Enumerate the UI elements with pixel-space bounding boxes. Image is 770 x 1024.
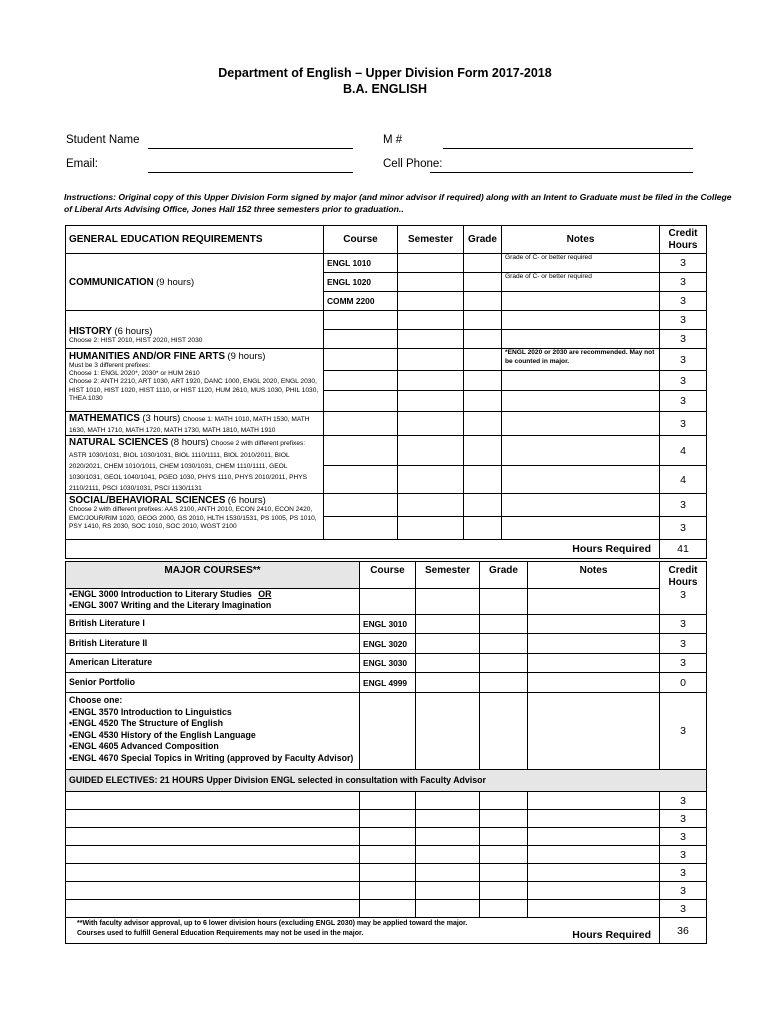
history-cell <box>66 311 324 349</box>
humanities-detail-3: Choose 2: ANTH 2210, ART 1030, ART 1920, DANC 1000, ENGL 2020, ENGL 2030, HIST 1010, HIST 1020, HIST 1110, or HIST 1120, HUM 2610, MUS 1030, PHIL 1030, THEA 1030 <box>69 378 319 402</box>
grade-cell[interactable] <box>480 864 528 882</box>
notes-cell[interactable] <box>502 465 660 493</box>
credit-cell: 3 <box>660 846 707 864</box>
mathematics-detail: Choose 1: MATH 1010, MATH 1530, MATH 1630, MATH 1710, MATH 1720, MATH 1730, MATH 1810, MATH 1910 <box>69 416 310 435</box>
choose-one-item: •ENGL 4605 Advanced Composition <box>69 741 219 752</box>
footnote-row <box>66 918 707 944</box>
credit-cell: 4 <box>660 465 707 493</box>
history-hours: (6 hours) <box>114 325 153 337</box>
course-cell[interactable]: ENGL 3020 <box>360 634 416 654</box>
credit-cell: 3 <box>660 371 707 391</box>
humanities-cell <box>66 349 324 412</box>
grade-cell[interactable] <box>480 615 528 634</box>
choose-one-item: •ENGL 3570 Introduction to Linguistics <box>69 706 232 717</box>
table-row <box>66 900 707 918</box>
mathematics-label: MATHEMATICS <box>69 413 140 424</box>
notes-cell[interactable] <box>528 589 660 615</box>
gen-ed-title: GENERAL EDUCATION REQUIREMENTS <box>66 226 324 254</box>
course-cell[interactable] <box>324 391 398 412</box>
semester-cell[interactable] <box>398 517 464 540</box>
credit-cell: 3 <box>660 810 707 828</box>
semester-cell[interactable] <box>398 371 464 391</box>
elective-cell[interactable] <box>66 810 360 828</box>
course-cell[interactable]: ENGL 3010 <box>360 615 416 634</box>
grade-cell[interactable] <box>480 810 528 828</box>
credit-cell: 3 <box>660 254 707 273</box>
table-row <box>66 792 707 810</box>
credit-cell: 3 <box>660 349 707 371</box>
credit-cell: 3 <box>660 615 707 634</box>
semester-cell[interactable] <box>416 864 480 882</box>
email-label: Email: <box>66 158 98 170</box>
semester-cell[interactable] <box>416 846 480 864</box>
table-row <box>66 864 707 882</box>
humanities-detail-2: Choose 1: ENGL 2020*, 2030* or HUM 2610 <box>69 370 200 378</box>
credit-cell: 3 <box>660 792 707 810</box>
notes-header: Notes <box>502 226 660 254</box>
grade-cell[interactable] <box>480 673 528 693</box>
grade-cell[interactable] <box>464 517 502 540</box>
elective-cell[interactable] <box>66 864 360 882</box>
notes-cell[interactable] <box>528 615 660 634</box>
table-row <box>66 882 707 900</box>
grade-header: Grade <box>464 226 502 254</box>
major-header-row <box>66 562 707 589</box>
course-cell[interactable] <box>324 517 398 540</box>
table-row <box>66 634 707 654</box>
table-row <box>66 846 707 864</box>
course-cell[interactable] <box>360 589 416 615</box>
course-cell[interactable]: ENGL 3030 <box>360 654 416 673</box>
table-row <box>66 654 707 673</box>
natural-sciences-label: NATURAL SCIENCES <box>69 437 169 449</box>
table-row <box>66 615 707 634</box>
major-table <box>65 561 707 944</box>
notes-cell[interactable] <box>502 494 660 517</box>
history-label: HISTORY <box>69 325 113 337</box>
grade-cell[interactable] <box>464 292 502 311</box>
student-name-label: Student Name <box>66 134 140 146</box>
grade-cell[interactable] <box>480 792 528 810</box>
gen-ed-header-row <box>66 226 707 254</box>
grade-cell[interactable] <box>464 371 502 391</box>
intro-course-cell <box>66 589 360 615</box>
elective-cell[interactable] <box>66 900 360 918</box>
communication-hours: (9 hours) <box>156 276 195 288</box>
mathematics-hours: (3 hours) <box>142 413 181 424</box>
natural-sciences-hours: (8 hours) <box>170 437 209 449</box>
semester-header: Semester <box>398 226 464 254</box>
notes-cell[interactable] <box>528 864 660 882</box>
guided-electives-label: GUIDED ELECTIVES: 21 HOURS Upper Division ENGL selected in consultation with Faculty Advisor <box>66 770 707 792</box>
grade-cell[interactable] <box>464 330 502 349</box>
m-number-label: M # <box>383 134 403 146</box>
course-header: Course <box>360 562 416 589</box>
hours-required-value: 41 <box>660 540 707 559</box>
grade-cell[interactable] <box>464 273 502 292</box>
table-row <box>66 589 707 615</box>
humanities-detail-1: Must be 3 different prefixes: <box>69 362 151 369</box>
notes-cell[interactable] <box>502 292 660 311</box>
notes-cell[interactable] <box>528 882 660 900</box>
form-title: Department of English – Upper Division Form 2017-2018 <box>218 66 552 80</box>
semester-cell[interactable] <box>398 494 464 517</box>
grade-cell[interactable] <box>464 494 502 517</box>
guided-electives-row <box>66 770 707 792</box>
course-cell[interactable] <box>324 371 398 391</box>
course-cell[interactable] <box>360 864 416 882</box>
semester-cell[interactable] <box>416 634 480 654</box>
course-cell[interactable] <box>324 311 398 330</box>
semester-cell[interactable] <box>398 391 464 412</box>
semester-cell[interactable] <box>398 436 464 466</box>
course-cell[interactable]: ENGL 4999 <box>360 673 416 693</box>
course-cell[interactable] <box>360 882 416 900</box>
footnote-cell <box>66 918 660 944</box>
course-cell[interactable] <box>360 792 416 810</box>
semester-cell[interactable] <box>398 311 464 330</box>
table-row <box>66 436 707 466</box>
mathematics-cell <box>66 412 324 436</box>
intro-line-2: •ENGL 3007 Writing and the Literary Imagination <box>69 600 272 610</box>
natural-sciences-cell <box>66 436 324 494</box>
credit-cell: 4 <box>660 436 707 466</box>
credit-cell: 3 <box>660 654 707 673</box>
notes-cell[interactable] <box>502 391 660 412</box>
grade-header: Grade <box>480 562 528 589</box>
choose-one-item: •ENGL 4520 The Structure of English <box>69 718 223 729</box>
notes-cell[interactable] <box>528 792 660 810</box>
humanities-label: HUMANITIES AND/OR FINE ARTS <box>69 351 226 362</box>
notes-cell[interactable] <box>528 693 660 770</box>
hours-required-row <box>66 540 707 559</box>
hours-required-label: Hours Required <box>66 540 660 559</box>
gen-ed-table <box>65 225 707 559</box>
table-row <box>66 349 707 371</box>
notes-cell[interactable] <box>528 810 660 828</box>
notes-cell[interactable] <box>528 900 660 918</box>
notes-cell[interactable] <box>502 371 660 391</box>
intro-or: OR <box>258 589 272 599</box>
grade-cell[interactable] <box>480 846 528 864</box>
course-header: Course <box>324 226 398 254</box>
communication-label: COMMUNICATION <box>69 276 154 288</box>
table-row <box>66 311 707 330</box>
semester-cell[interactable] <box>416 615 480 634</box>
course-cell[interactable] <box>360 693 416 770</box>
table-row <box>66 494 707 517</box>
choose-one-item: •ENGL 4530 History of the English Language <box>69 729 256 740</box>
credit-hours-header <box>660 562 707 615</box>
grade-cell[interactable] <box>480 634 528 654</box>
notes-cell[interactable] <box>528 673 660 693</box>
course-cell[interactable] <box>360 846 416 864</box>
course-cell[interactable] <box>360 900 416 918</box>
notes-cell[interactable]: Grade of C- or better required <box>502 273 660 292</box>
grade-cell[interactable] <box>464 349 502 371</box>
humanities-hours: (9 hours) <box>227 351 266 362</box>
credit-cell: 3 <box>660 311 707 330</box>
notes-cell[interactable] <box>528 634 660 654</box>
major-course-name: American Literature <box>66 654 360 673</box>
semester-cell[interactable] <box>416 654 480 673</box>
semester-cell[interactable] <box>398 254 464 273</box>
credit-cell: 3 <box>660 330 707 349</box>
course-cell[interactable] <box>360 810 416 828</box>
choose-one-cell <box>66 693 360 770</box>
grade-cell[interactable] <box>480 589 528 615</box>
credit-cell: 3 <box>660 494 707 517</box>
footnote-1: **With faculty advisor approval, up to 6 lower division hours (excluding ENGL 2030) may be applied toward the major. <box>77 920 468 927</box>
social-sciences-label: SOCIAL/BEHAVIORAL SCIENCES <box>69 495 226 507</box>
semester-cell[interactable] <box>416 900 480 918</box>
student-name-field[interactable] <box>148 147 353 149</box>
table-row <box>66 673 707 693</box>
major-title: MAJOR COURSES** <box>66 562 360 589</box>
credit-cell: 3 <box>660 292 707 311</box>
notes-cell[interactable] <box>502 330 660 349</box>
instructions-text: Instructions: Original copy of this Upper Division Form signed by major (and minor advisor if required) along with an Intent to Graduate must be filed in the College of Liberal Arts Advising Office, Jones Hall 152 three semesters prior to graduation.. <box>64 192 732 214</box>
notes-cell[interactable] <box>502 311 660 330</box>
elective-cell[interactable] <box>66 846 360 864</box>
course-cell[interactable] <box>324 436 398 466</box>
semester-cell[interactable] <box>416 693 480 770</box>
course-cell[interactable]: ENGL 1020 <box>324 273 398 292</box>
footnote-2: Courses used to fulfill General Education Requirements may not be used in the major. <box>77 930 364 937</box>
course-cell[interactable] <box>324 349 398 371</box>
social-sciences-cell <box>66 494 324 540</box>
credit-cell: 3 <box>660 634 707 654</box>
semester-cell[interactable] <box>416 792 480 810</box>
intro-credit: 3 <box>680 589 686 601</box>
major-course-name: British Literature II <box>66 634 360 654</box>
grade-cell[interactable] <box>464 254 502 273</box>
intro-line-1: •ENGL 3000 Introduction to Literary Studies <box>69 589 252 599</box>
semester-cell[interactable] <box>416 673 480 693</box>
social-sciences-hours: (6 hours) <box>227 495 266 507</box>
semester-cell[interactable] <box>416 810 480 828</box>
notes-header: Notes <box>528 562 660 589</box>
semester-cell[interactable] <box>416 828 480 846</box>
natural-sciences-detail: Choose 2 with different prefixes: ASTR 1030/1031, BIOL 1030/1031, BIOL 1110/1111, BIOL 2010/2011, BIOL 2020/2021, CHEM 1010/1011, CHEM 1030/1031, CHEM 1110/1111, GEOL 1030/1031, GEOL 1040/1041, PGEO 1030, PHYS 1110, PHYS 2010/2011, PHYS 2110/2111, PSCI 1030/1031, PSCI 1130/1131 <box>69 440 308 493</box>
notes-cell[interactable] <box>502 436 660 466</box>
elective-cell[interactable] <box>66 828 360 846</box>
choose-one-title: Choose one: <box>69 695 123 705</box>
credit-cell: 3 <box>660 900 707 918</box>
grade-cell[interactable] <box>480 900 528 918</box>
grade-cell[interactable] <box>464 391 502 412</box>
course-cell[interactable] <box>324 465 398 493</box>
credit-cell: 3 <box>660 882 707 900</box>
semester-cell[interactable] <box>416 882 480 900</box>
elective-cell[interactable] <box>66 792 360 810</box>
table-row <box>66 254 707 273</box>
grade-cell[interactable] <box>464 311 502 330</box>
grade-cell[interactable] <box>480 882 528 900</box>
credit-cell: 3 <box>660 864 707 882</box>
semester-header: Semester <box>416 562 480 589</box>
notes-cell[interactable]: Grade of C- or better required <box>502 254 660 273</box>
email-field[interactable] <box>148 171 353 173</box>
grade-cell[interactable] <box>480 693 528 770</box>
grade-cell[interactable] <box>480 828 528 846</box>
credit-cell: 3 <box>660 391 707 412</box>
table-row <box>66 693 707 770</box>
credit-hours-header-label: Credit Hours <box>668 565 698 588</box>
hours-required-value: 36 <box>660 918 707 944</box>
course-cell[interactable] <box>324 494 398 517</box>
choose-one-item: •ENGL 4670 Special Topics in Writing (approved by Faculty Advisor) <box>69 752 354 763</box>
elective-cell[interactable] <box>66 882 360 900</box>
notes-cell[interactable] <box>528 654 660 673</box>
course-cell[interactable] <box>324 412 398 436</box>
table-row <box>66 412 707 436</box>
credit-cell: 3 <box>660 693 707 770</box>
cell-phone-field[interactable] <box>430 171 693 173</box>
major-course-name: Senior Portfolio <box>66 673 360 693</box>
semester-cell[interactable] <box>416 589 480 615</box>
notes-cell[interactable] <box>502 517 660 540</box>
history-detail: Choose 2: HIST 2010, HIST 2020, HIST 2030 <box>69 336 203 344</box>
semester-cell[interactable] <box>398 273 464 292</box>
notes-cell[interactable]: *ENGL 2020 or 2030 are recommended. May not be counted in major. <box>502 349 660 371</box>
course-cell[interactable]: ENGL 1010 <box>324 254 398 273</box>
hours-required-label: Hours Required <box>572 929 651 941</box>
major-course-name: British Literature I <box>66 615 360 634</box>
credit-cell: 3 <box>660 828 707 846</box>
communication-cell <box>66 254 324 311</box>
form-subtitle: B.A. ENGLISH <box>342 82 428 96</box>
grade-cell[interactable] <box>480 654 528 673</box>
course-cell[interactable] <box>360 828 416 846</box>
semester-cell[interactable] <box>398 465 464 493</box>
course-cell[interactable]: COMM 2200 <box>324 292 398 311</box>
semester-cell[interactable] <box>398 349 464 371</box>
table-row <box>66 810 707 828</box>
credit-cell: 3 <box>660 273 707 292</box>
credit-cell: 3 <box>660 517 707 540</box>
table-row <box>66 828 707 846</box>
notes-cell[interactable] <box>528 846 660 864</box>
semester-cell[interactable] <box>398 412 464 436</box>
credit-hours-header: Credit Hours <box>660 226 707 254</box>
course-cell[interactable] <box>324 330 398 349</box>
social-sciences-detail: Choose 2 with different prefixes: AAS 2100, ANTH 2010, ECON 2410, ECON 2420, EMC/JOUR/RIM 1020, GEOG 2000, GS 2010, HLTH 1530/1531, PS 1005, PS 1010, PSY 1410, RS 2030, SOC 1010, SOC 2010, WGST 2100 <box>69 506 317 530</box>
credit-cell: 3 <box>660 412 707 436</box>
cell-phone-label: Cell Phone: <box>383 158 443 170</box>
credit-cell: 0 <box>660 673 707 693</box>
notes-cell[interactable] <box>502 412 660 436</box>
grade-cell[interactable] <box>464 412 502 436</box>
semester-cell[interactable] <box>398 292 464 311</box>
m-number-field[interactable] <box>443 147 693 149</box>
semester-cell[interactable] <box>398 330 464 349</box>
grade-cell[interactable] <box>464 465 502 493</box>
notes-cell[interactable] <box>528 828 660 846</box>
grade-cell[interactable] <box>464 436 502 466</box>
